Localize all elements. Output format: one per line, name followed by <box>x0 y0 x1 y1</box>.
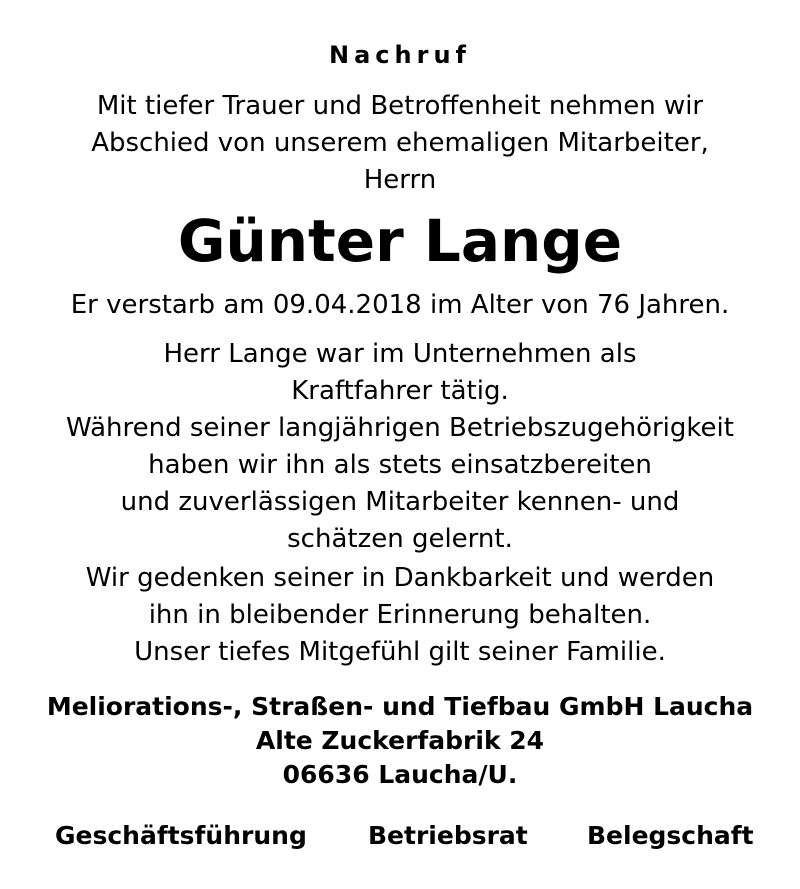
deceased-name: Günter Lange <box>177 207 623 275</box>
service-text: Während seiner langjährigen Betriebszugehörigkeit haben wir ihn als stets einsatzbereiten und zuverlässigen Mitarbeiter kennen- und schätzen gelernt. <box>66 413 734 554</box>
signatory-management: Geschäftsführung <box>55 821 307 850</box>
job-text: Herr Lange war im Unternehmen als Kraftfahrer tätig. <box>163 339 637 406</box>
signatory-works-council: Betriebsrat <box>368 821 528 850</box>
sympathy-text: Unser tiefes Mitgefühl gilt seiner Familie. <box>134 637 666 667</box>
obituary-heading: Nachruf <box>329 41 471 69</box>
signatory-staff: Belegschaft <box>587 821 754 850</box>
company-city: 06636 Laucha/U. <box>282 760 518 789</box>
company-street: Alte Zuckerfabrik 24 <box>255 726 545 755</box>
company-address <box>0 690 800 792</box>
memory-text: Wir gedenken seiner in Dankbarkeit und werden ihn in bleibender Erinnerung behalten. <box>85 563 715 630</box>
intro-text: Mit tiefer Trauer und Betroffenheit nehmen wir Abschied von unserem ehemaligen Mitarbeiter, Herrn <box>91 91 709 195</box>
death-date-text: Er verstarb am 09.04.2018 im Alter von 76 Jahren. <box>70 290 730 320</box>
company-name: Meliorations-, Straßen- und Tiefbau GmbH Laucha <box>46 692 754 721</box>
